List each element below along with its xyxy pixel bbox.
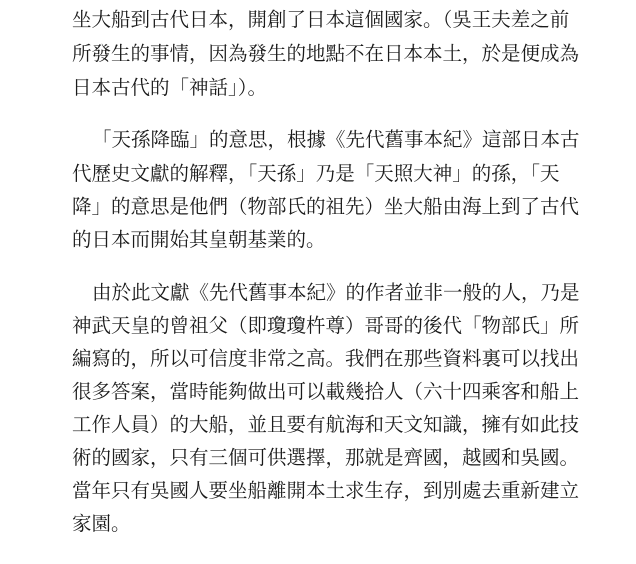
text-line: 的日本而開始其皇朝基業的。 bbox=[72, 228, 326, 251]
text-line: 坐大船到古代日本，開創了日本這個國家。（吳王夫差之前 bbox=[72, 8, 570, 31]
text-line: 神武天皇的曾祖父（即瓊瓊杵尊）哥哥的後代「物部氏」所 bbox=[72, 314, 580, 337]
text-line: 降」的意思是他們（物部氏的祖先）坐大船由海上到了古代 bbox=[72, 195, 580, 218]
text-line: 編寫的，所以可信度非常之高。我們在那些資料裏可以找出 bbox=[72, 347, 580, 370]
text-line: 所發生的事情，因為發生的地點不在日本本土，於是便成為 bbox=[72, 42, 580, 65]
text-line: 「天孫降臨」的意思，根據《先代舊事本紀》這部日本古 bbox=[92, 128, 580, 151]
text-line: 日本古代的「神話」）。 bbox=[72, 76, 268, 99]
text-line: 由於此文獻《先代舊事本紀》的作者並非一般的人，乃是 bbox=[92, 281, 580, 304]
text-line: 家園。 bbox=[72, 512, 131, 535]
text-line: 當年只有吳國人要坐船離開本土求生存，到別處去重新建立 bbox=[72, 479, 580, 502]
text-line: 術的國家，只有三個可供選擇，那就是齊國，越國和吳國。 bbox=[72, 446, 580, 469]
text-line: 代歷史文獻的解釋，「天孫」乃是「天照大神」的孫，「天 bbox=[72, 162, 560, 185]
text-line: 很多答案，當時能夠做出可以載幾拾人（六十四乘客和船上 bbox=[72, 380, 580, 403]
text-line: 工作人員）的大船，並且要有航海和天文知識，擁有如此技 bbox=[72, 413, 580, 436]
